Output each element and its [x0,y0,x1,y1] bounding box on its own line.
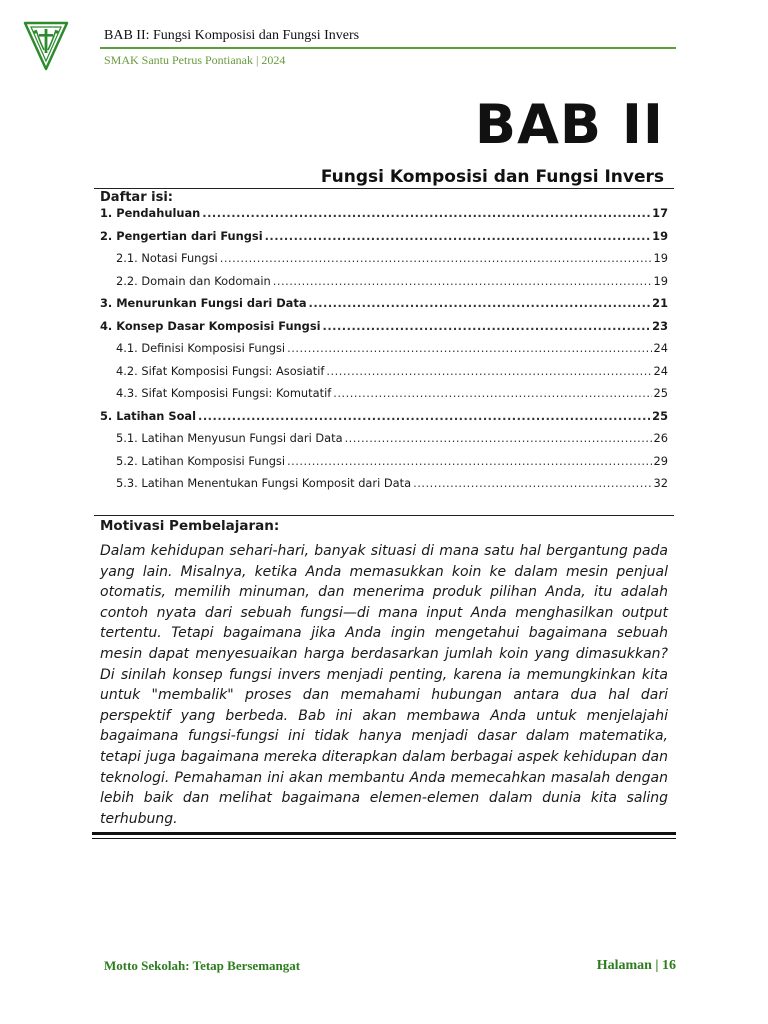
toc-entry[interactable] [100,274,668,297]
toc-entry[interactable] [100,476,668,499]
toc-entry-label: 5.2. Latihan Komposisi Fungsi [116,453,286,468]
toc-entry-page: 19 [653,251,668,265]
chapter-number: BAB II [474,93,664,156]
toc-entry-page: 26 [653,431,668,445]
header-title: BAB II: Fungsi Komposisi dan Fungsi Invers [104,28,360,43]
toc-entry-page: 17 [652,206,668,220]
toc-entry-label: 5. Latihan Soal [100,408,197,423]
toc-entry[interactable] [100,229,668,252]
toc-entry-page: 24 [653,341,668,355]
chapter-title: Fungsi Komposisi dan Fungsi Invers [320,167,664,187]
toc-entry-page: 32 [653,476,668,490]
toc-entry[interactable] [100,386,668,409]
footer-page-number: Halaman | 16 [596,958,676,973]
toc-entry-page: 23 [652,318,668,333]
toc-entry[interactable] [100,454,668,477]
toc-entry-label: 2.1. Notasi Fungsi [116,251,218,265]
toc-entry-page: 29 [653,453,668,468]
toc-entry-page: 25 [652,408,668,423]
toc-entry[interactable] [100,409,668,432]
toc-entry-page: 25 [653,386,668,400]
toc-entry-page: 21 [652,296,668,310]
section-divider-thick [92,832,676,835]
toc-entry-page: 24 [653,363,668,378]
toc-entry[interactable] [100,364,668,387]
toc-entry[interactable] [100,251,668,274]
toc-entry[interactable] [100,341,668,364]
header-subtitle: SMAK Santu Petrus Pontianak | 2024 [104,53,286,67]
chapter-divider [94,188,674,189]
section-divider-thin [92,838,676,839]
toc-entry-label: 4.3. Sifat Komposisi Fungsi: Komutatif [116,386,332,400]
toc-entry[interactable] [100,296,668,319]
toc-entry-label: 3. Menurunkan Fungsi dari Data [100,296,307,310]
toc-entry-label: 4. Konsep Dasar Komposisi Fungsi [100,318,321,333]
toc-entry-label: 2.2. Domain dan Kodomain [116,273,271,288]
toc-entry-label: 1. Pendahuluan [100,206,201,220]
toc-entry-label: 2. Pengertian dari Fungsi [100,228,263,243]
toc-entry[interactable] [100,206,668,229]
footer-motto: Motto Sekolah: Tetap Bersemangat [104,958,301,973]
school-shield-logo-icon [22,20,70,72]
header-divider [100,47,676,49]
table-of-contents [100,206,668,499]
toc-title: Daftar isi: [100,190,173,205]
toc-entry[interactable] [100,319,668,342]
toc-entry-label: 5.3. Latihan Menentukan Fungsi Komposit dari Data [116,476,412,490]
motivation-title: Motivasi Pembelajaran: [100,518,280,534]
toc-entry[interactable] [100,431,668,454]
motivation-paragraph: Dalam kehidupan sehari-hari, banyak situasi di mana satu hal bergantung pada yang lain. Misalnya, ketika Anda memasukkan koin ke dalam mesin penjual otomatis, memilih minuman, dan menerima produk pilihan Anda, itu adalah contoh nyata dari sebuah fungsi—di mana input Anda menghasilkan output tertentu. Tetapi bagaimana jika Anda ingin mengetahui bagaimana sebuah mesin dapat menyesuaikan harga berdasarkan jumlah koin yang dimasukkan? Di sinilah konsep fungsi invers menjadi penting, karena ia memungkinkan kita untuk "membalik" proses dan memahami hubungan antara dua hal dari perspektif yang berbeda. Bab ini akan membawa Anda untuk menjelajahi bagaimana fungsi-fungsi ini tidak hanya menjadi dasar dalam matematika, tetapi juga bagaimana mereka diterapkan dalam berbagai aspek kehidupan dan teknologi. Pemahaman ini akan membantu Anda memecahkan masalah dengan lebih baik dan melihat bagaimana elemen-elemen dalam dunia kita saling terhubung. [100,543,668,827]
toc-divider [94,515,674,516]
toc-entry-page: 19 [653,273,668,288]
toc-entry-label: 4.2. Sifat Komposisi Fungsi: Asosiatif [116,363,325,378]
toc-entry-label: 5.1. Latihan Menyusun Fungsi dari Data [116,431,343,445]
toc-entry-label: 4.1. Definisi Komposisi Fungsi [116,341,286,355]
toc-entry-page: 19 [652,228,668,243]
